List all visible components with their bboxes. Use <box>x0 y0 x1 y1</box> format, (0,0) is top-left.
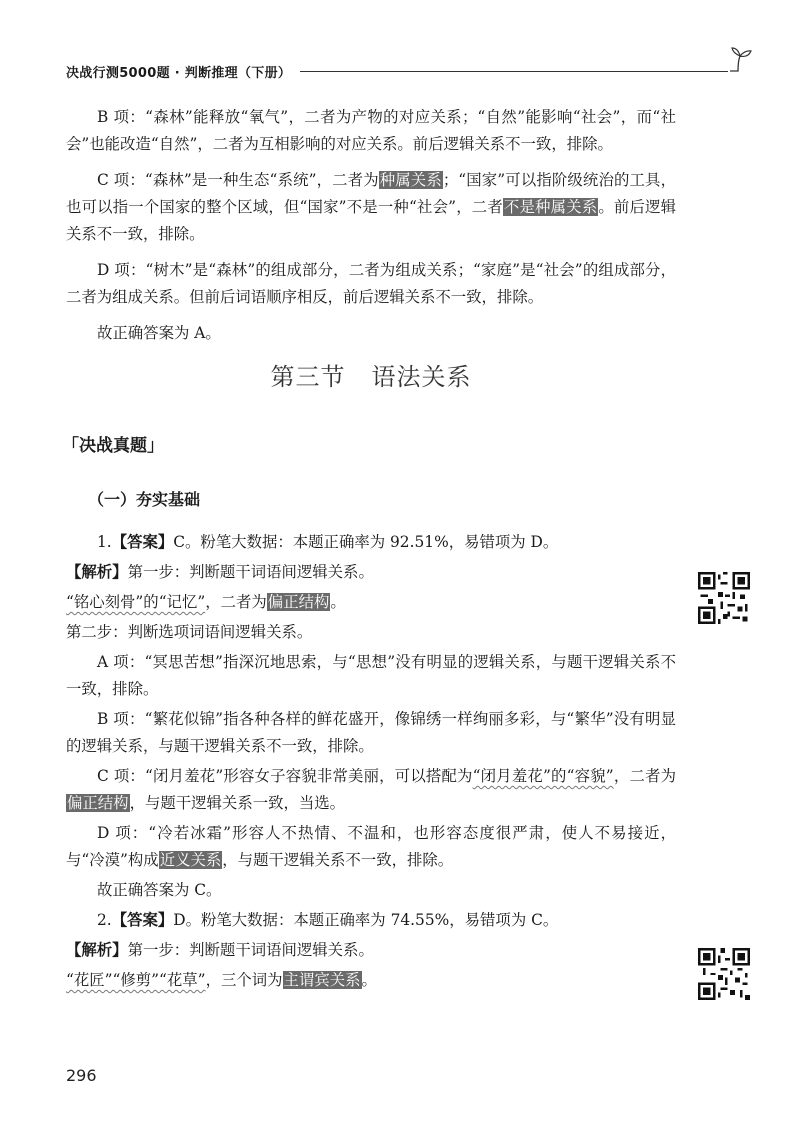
sub-heading: （一）夯实基础 <box>88 490 201 509</box>
highlight-term: 偏正结构 <box>267 593 330 611</box>
right-bracket: 」 <box>147 436 164 456</box>
highlight-term: 种属关系 <box>379 171 442 189</box>
page-number: 296 <box>66 1066 97 1085</box>
intro-option-b: B 项：“森林”能释放“氧气”，二者为产物的对应关系；“自然”能影响“社会”，而“社会”也能改造“自然”，二者为互相影响的对应关系。前后逻辑关系不一致，排除。 <box>66 108 676 153</box>
q1-option-b: B 项：“繁花似锦”指各种各样的鲜花盛开，像锦绣一样绚丽多彩，与“繁华”没有明显的逻辑关系，与题干逻辑关系不一致，排除。 <box>66 710 676 755</box>
q1-analysis-step1: 【解析】第一步：判断题干词语间逻辑关系。 <box>66 563 374 581</box>
bracket-heading: 「决战真题」 <box>62 436 164 456</box>
q1-option-a: A 项：“冥思苦想”指深沉地思索，与“思想”没有明显的逻辑关系，与题干逻辑关系不一致，排除。 <box>66 653 676 698</box>
header-rule <box>300 71 728 72</box>
page-content <box>62 104 676 997</box>
q1-option-d: D 项：“冷若冰霜”形容人不热情、不温和，也形容态度很严肃，使人不易接近，与“冷漠”构成近义关系，与题干逻辑关系不一致，排除。 <box>66 824 676 869</box>
highlight-term: 偏正结构 <box>67 794 129 812</box>
q2-answer-line: 2.【答案】D。粉笔大数据：本题正确率为 74.55%，易错项为 C。 <box>97 911 559 929</box>
q1-answer-line: 1.【答案】C。粉笔大数据：本题正确率为 92.51%，易错项为 D。 <box>97 533 559 551</box>
q2-stem-relation: “花匠”“修剪”“花草”，三个词为主谓宾关系。 <box>66 971 377 989</box>
q1-stem-relation: “铭心刻骨”的“记忆”，二者为偏正结构。 <box>66 593 346 611</box>
qr-code-q1[interactable] <box>698 572 750 624</box>
running-header-title: 决战行测5000题 · 判断推理（下册） <box>66 66 292 81</box>
q1-analysis-step2: 第二步：判断选项词语间逻辑关系。 <box>66 623 313 641</box>
intro-option-d: D 项：“树木”是“森林”的组成部分，二者为组成关系；“家庭”是“社会”的组成部分，二者为组成关系。但前后词语顺序相反，前后逻辑关系不一致，排除。 <box>66 261 676 306</box>
q1-option-c: C 项：“闭月羞花”形容女子容貌非常美丽，可以搭配为“闭月羞花”的“容貌”，二者为偏正结构，与题干逻辑关系一致，当选。 <box>67 767 676 812</box>
sprout-icon <box>726 46 754 74</box>
intro-answer: 故正确答案为 A。 <box>97 324 221 342</box>
q1-final-answer: 故正确答案为 C。 <box>97 881 222 899</box>
q2-analysis-step1: 【解析】第一步：判断题干词语间逻辑关系。 <box>66 941 374 959</box>
section-title: 第三节 语法关系 <box>270 363 472 391</box>
highlight-term: 主谓宾关系 <box>283 971 361 989</box>
highlight-term: 不是种属关系 <box>503 198 598 216</box>
left-bracket: 「 <box>62 436 79 456</box>
qr-code-q2[interactable] <box>698 948 750 1000</box>
highlight-term: 近义关系 <box>159 851 222 869</box>
intro-option-c: C 项：“森林”是一种生态“系统”，二者为种属关系；“国家”可以指阶级统治的工具，也可以指一个国家的整个区域，但“国家”不是一种“社会”，二者不是种属关系。前后逻辑关系不一致，排除。 <box>66 171 676 243</box>
